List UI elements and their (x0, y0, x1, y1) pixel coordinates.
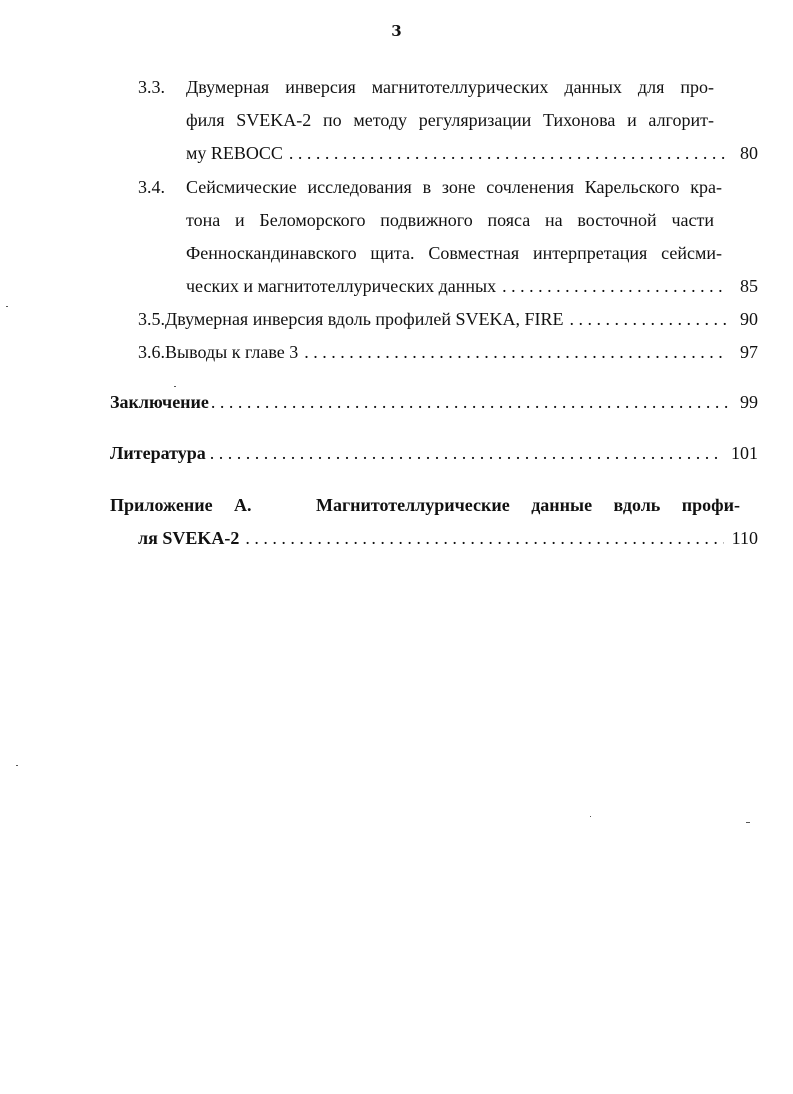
dot-leader (502, 275, 728, 297)
scan-speck (6, 306, 8, 307)
page-ref: 99 (740, 392, 758, 412)
chapter-title-cont: ля SVEKA-2 (138, 528, 240, 548)
chapter-title: Литература (110, 443, 206, 463)
toc-entry-3-3-line-2 (186, 109, 758, 131)
section-number: 3.4. (138, 177, 165, 197)
toc-entry-conclusion[interactable] (110, 391, 758, 413)
dot-leader (211, 391, 728, 413)
toc-entry-3-6[interactable] (138, 341, 758, 363)
toc-entry-3-4-line-4[interactable] (186, 275, 758, 297)
page-ref: 90 (740, 309, 758, 329)
section-title-cont: ческих и магнитотеллурических данных (186, 276, 497, 296)
page-number: 3 (391, 22, 402, 40)
toc-entry-literature[interactable] (110, 442, 758, 464)
dot-leader (289, 142, 728, 164)
section-number: 3.3. (138, 77, 165, 97)
scan-speck (16, 765, 18, 766)
dot-leader (569, 308, 728, 330)
toc-entry-3-4-line-2 (186, 209, 758, 231)
chapter-title: Приложение А. Магнитотеллурические данные вдоль профи- (110, 495, 740, 515)
page-ref: 97 (740, 342, 758, 362)
section-title-cont: му REBOCC (186, 143, 283, 163)
page-ref: 85 (740, 276, 758, 296)
chapter-title: Заключение (110, 392, 209, 412)
toc-entry-3-5[interactable] (138, 308, 758, 330)
section-number: 3.6. (138, 342, 165, 362)
toc-entry-3-4-line-3 (186, 242, 758, 264)
page-ref: 110 (731, 528, 758, 548)
dot-leader (304, 341, 728, 363)
section-title-cont: тона и Беломорского подвижного пояса на восточной части (186, 210, 714, 230)
section-number: 3.5. (138, 309, 165, 329)
section-title-cont: Фенноскандинавского щита. Совместная интерпретация сейсми- (186, 243, 722, 263)
toc-entry-appendix-line-1 (110, 494, 758, 516)
section-title: Выводы к главе 3 (165, 342, 299, 362)
page-ref: 101 (731, 443, 758, 463)
section-title: Двумерная инверсия вдоль профилей SVEKA, FIRE (165, 309, 564, 329)
scan-speck (590, 816, 591, 817)
dot-leader (245, 527, 723, 549)
scan-speck (746, 822, 750, 823)
toc-entry-3-4-line-1 (138, 176, 758, 198)
section-title-cont: филя SVEKA-2 по методу регуляризации Тихонова и алгорит- (186, 110, 714, 130)
dot-leader (210, 442, 723, 464)
toc-entry-3-3-line-1 (138, 76, 758, 98)
section-title: Двумерная инверсия магнитотеллурических данных для про- (186, 77, 714, 97)
toc-entry-3-3-line-3[interactable] (186, 142, 758, 164)
page-ref: 80 (740, 143, 758, 163)
scan-speck (174, 386, 176, 387)
toc-entry-appendix-line-2[interactable] (138, 527, 758, 549)
section-title: Сейсмические исследования в зоне сочленения Карельского кра- (186, 177, 722, 197)
